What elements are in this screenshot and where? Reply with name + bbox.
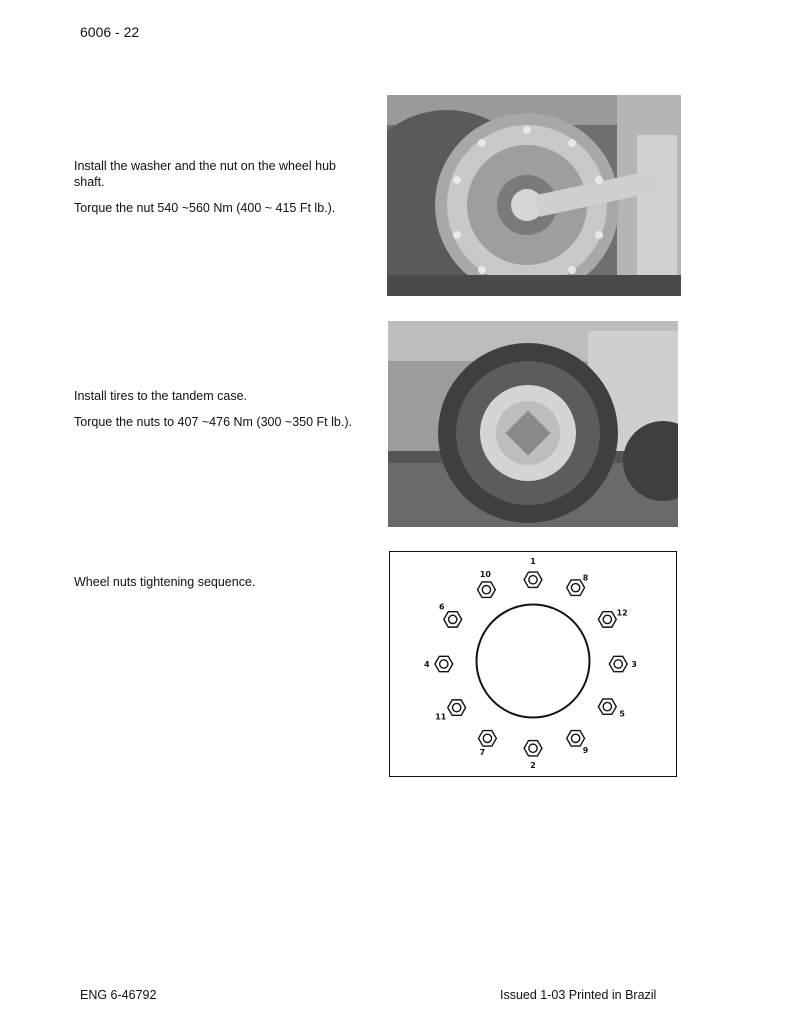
wheel-nut-12 <box>598 612 616 627</box>
page-number: 6006 - 22 <box>80 24 140 40</box>
doc-number: ENG 6-46792 <box>80 988 157 1002</box>
hub-nut-photo <box>387 95 681 296</box>
wheel-nut-4 <box>435 656 453 671</box>
nut-labels-group <box>424 557 637 770</box>
nut-diagram-svg <box>390 552 676 776</box>
wheel-nut-sequence-diagram <box>389 551 677 777</box>
step-hub-nut <box>74 158 364 216</box>
nut-label-4: 4 <box>424 659 430 669</box>
step-text: Install tires to the tandem case. <box>74 389 248 403</box>
nut-label-9: 9 <box>582 746 589 756</box>
nut-label-2: 2 <box>530 761 536 771</box>
nut-label-8: 8 <box>582 573 589 583</box>
wheel-nut-9 <box>567 731 585 746</box>
wheel-nut-11 <box>448 700 466 715</box>
wheel-nut-3 <box>609 656 627 671</box>
step-text: Install the washer and the nut on the wheel hub shaft. <box>74 159 336 189</box>
step-text: Wheel nuts tightening sequence. <box>74 575 256 589</box>
nut-group <box>435 569 627 756</box>
wheel-nut-6 <box>444 612 462 627</box>
nut-label-6: 6 <box>439 602 445 612</box>
issue-info: Issued 1-03 Printed in Brazil <box>500 988 657 1002</box>
nut-label-12: 12 <box>616 608 628 618</box>
wheel-nut-7 <box>478 731 496 746</box>
step-install-tires <box>74 388 364 430</box>
wheel-nut-1 <box>524 572 542 587</box>
wheel-nut-10 <box>477 582 495 597</box>
tire-photo <box>388 321 678 527</box>
torque-text: Torque the nuts to 407 ~476 Nm (300 ~350 Ft lb.). <box>74 415 352 429</box>
nut-label-1: 1 <box>530 556 536 566</box>
nut-label-11: 11 <box>435 712 447 722</box>
torque-text: Torque the nut 540 ~560 Nm (400 ~ 415 Ft lb.). <box>74 201 336 215</box>
step-tightening-sequence <box>74 574 364 590</box>
nut-label-5: 5 <box>619 709 625 719</box>
nut-label-10: 10 <box>479 569 491 579</box>
wheel-nut-2 <box>524 741 542 756</box>
wheel-nut-5 <box>598 699 616 714</box>
nut-label-3: 3 <box>631 659 637 669</box>
nut-label-7: 7 <box>479 748 486 758</box>
